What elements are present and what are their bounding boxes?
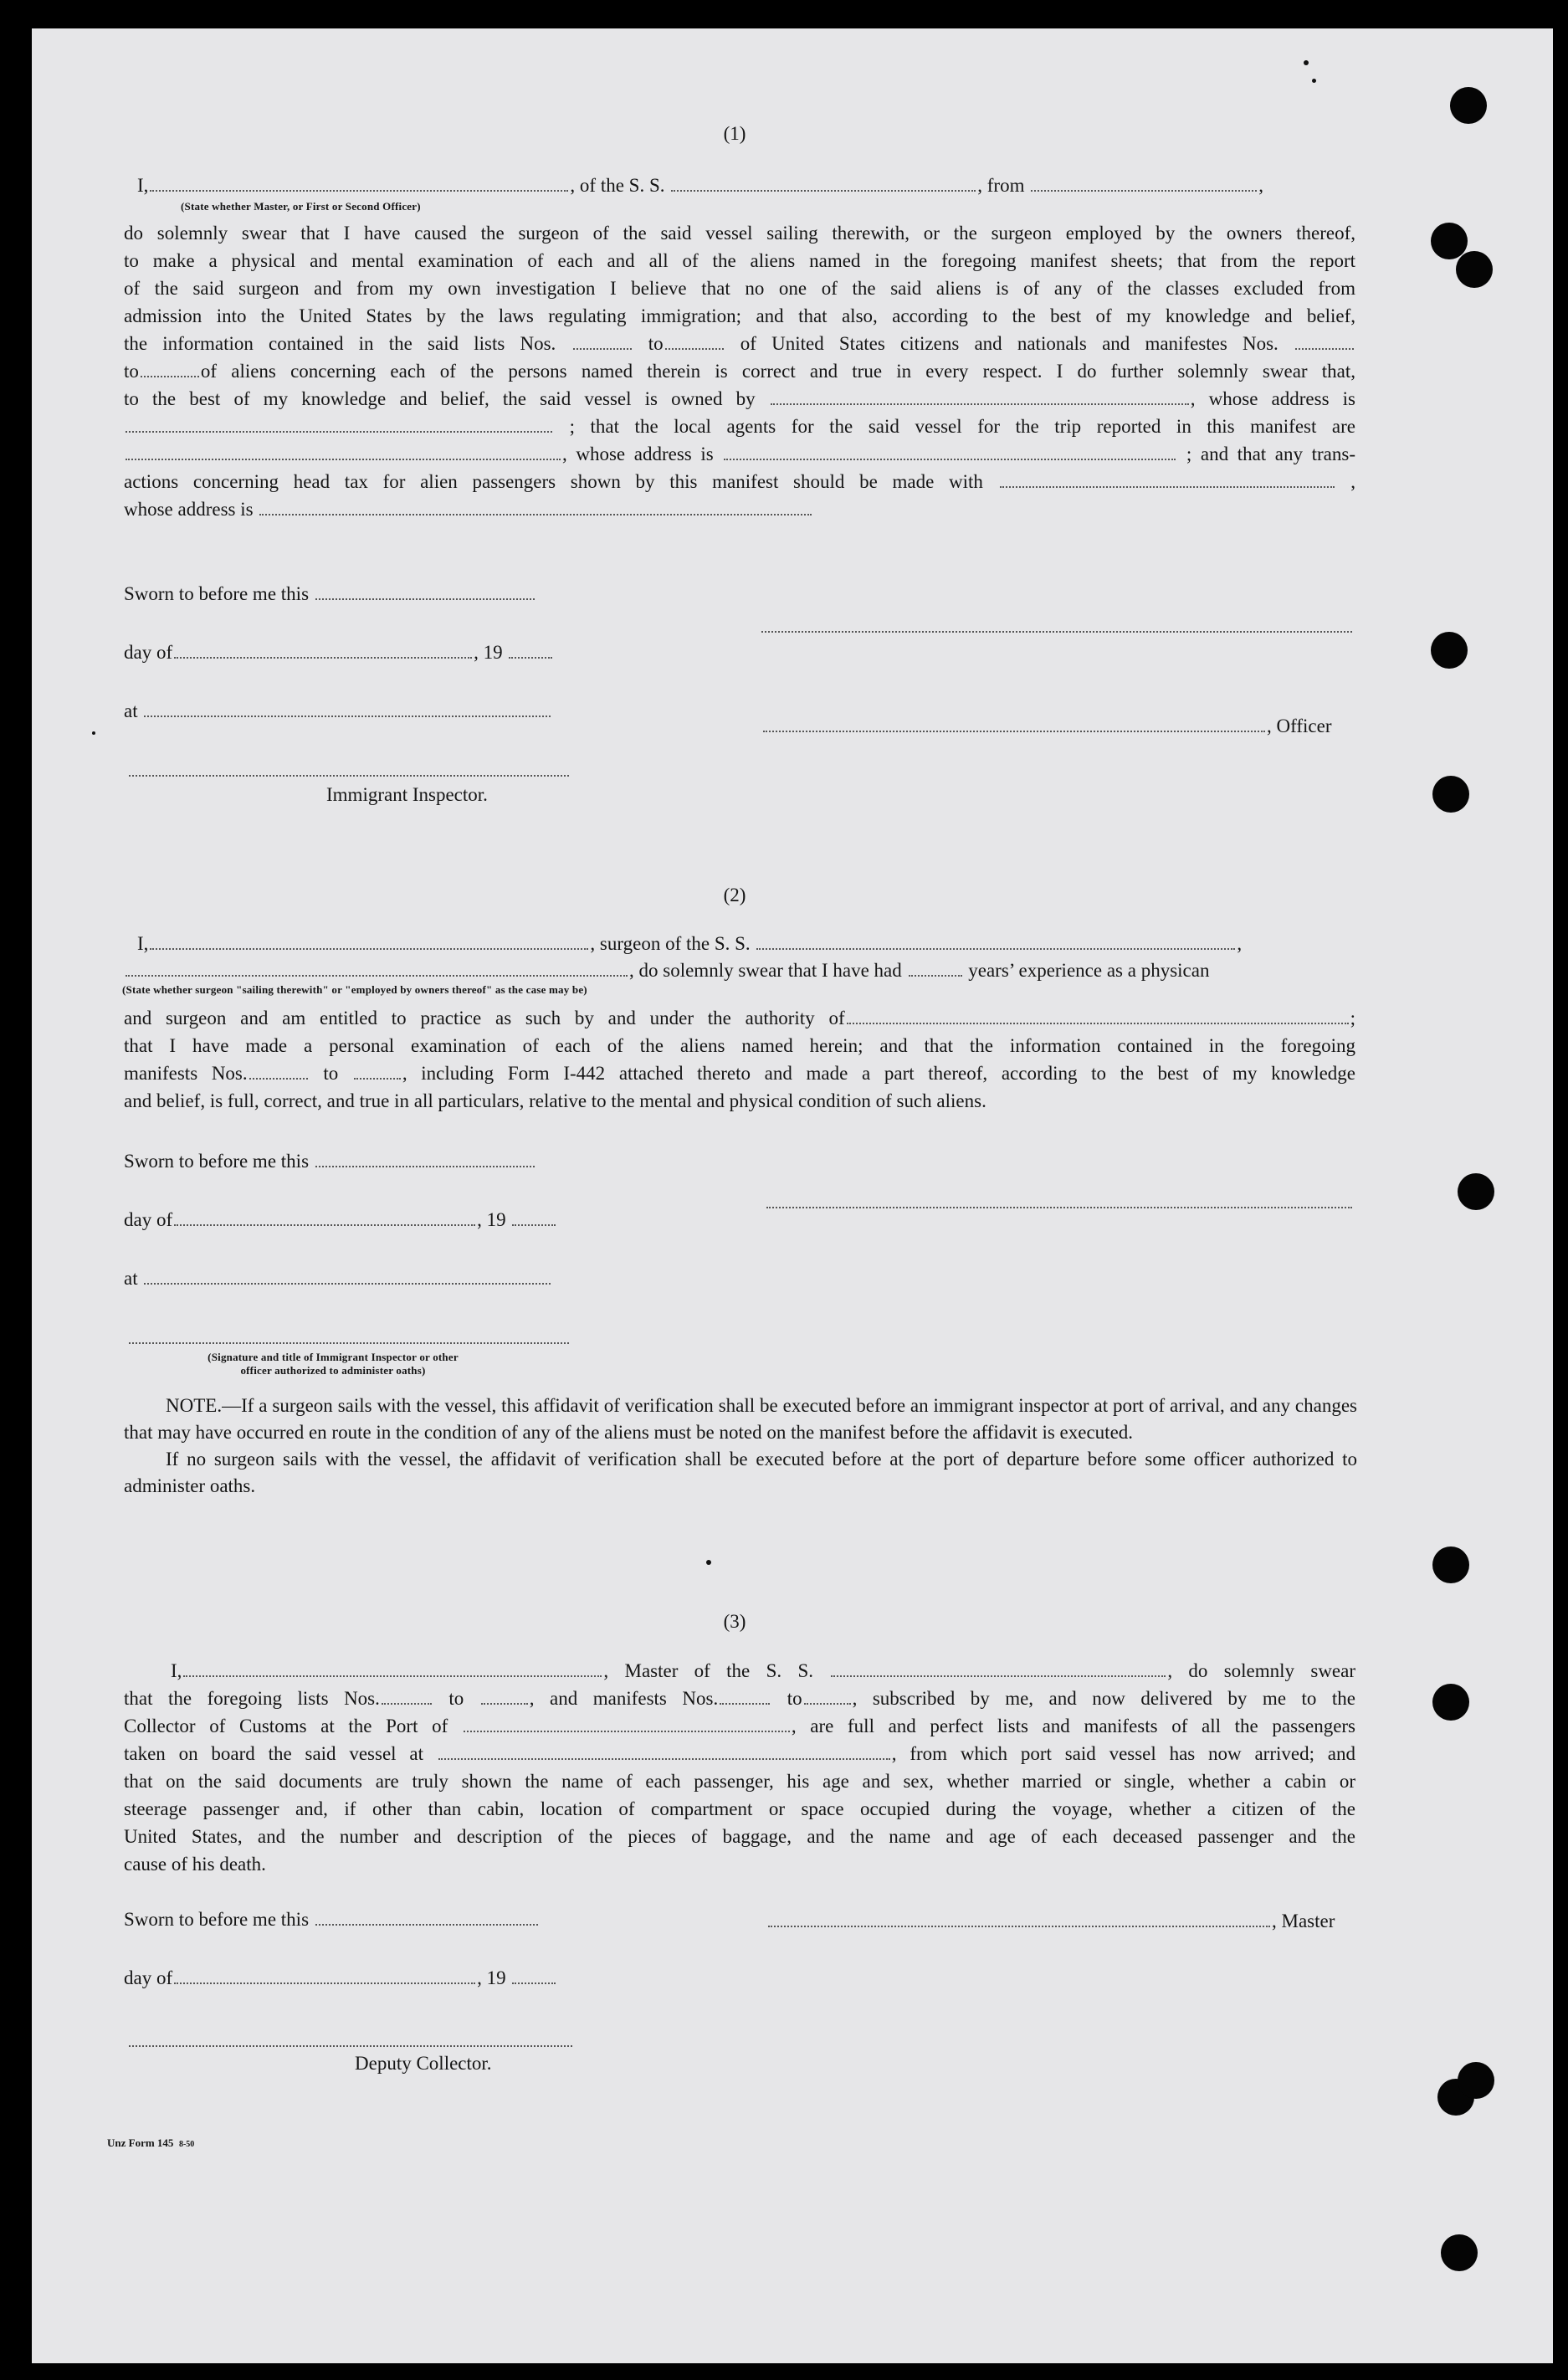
label: , Officer (1267, 716, 1332, 736)
label: I, (137, 933, 149, 954)
sworn-line (124, 584, 536, 603)
sworn-place-field[interactable] (144, 715, 551, 717)
manifests-from-field[interactable] (720, 1702, 770, 1705)
text: , Master of the S. S. (603, 1660, 813, 1681)
text-line: steerage passenger and, if other than cabin, location of compartment or space occupied during the voyage, whether a citizen of the (124, 1798, 1355, 1819)
text: of aliens concerning each of the persons named therein is correct and true in every respect. I do further solemnly swear that, (200, 361, 1355, 382)
lists-from-field[interactable] (382, 1702, 432, 1705)
officer-signature-line[interactable] (761, 631, 1352, 633)
alien-manifest-to-field[interactable] (141, 375, 199, 377)
label: I, (137, 175, 149, 196)
text-line: admission into the United States by the laws regulating immigration; and that also, according to the best of my knowledge and belief, (124, 305, 1355, 326)
note-paragraph: If no surgeon sails with the vessel, the affidavit of verification shall be executed before at the port of departure before some officer authorized to administer oaths. (124, 1449, 1357, 1496)
local-agents-field[interactable] (126, 458, 561, 460)
text: taken on board the said vessel at (124, 1743, 423, 1764)
punch-hole (1458, 1173, 1494, 1210)
head-tax-contact-field[interactable] (1000, 485, 1335, 488)
text-line (124, 1685, 1355, 1712)
punch-hole (1432, 776, 1469, 813)
section-number: (3) (723, 1611, 746, 1632)
punch-hole (1431, 223, 1468, 259)
text: manifests Nos. (124, 1063, 248, 1084)
label: , from (977, 175, 1025, 196)
sworn-line (124, 1910, 540, 1929)
departure-port-field[interactable] (1031, 189, 1257, 192)
text: whose address is (124, 499, 254, 520)
citizen-list-from-field[interactable] (573, 347, 632, 350)
label: , 19 (477, 1209, 506, 1230)
label: at (124, 700, 138, 721)
text-line (124, 413, 1355, 440)
text-line: to make a physical and mental examination of each and all of the aliens named in the foregoing manifest sheets; that from the report (124, 250, 1355, 271)
alien-manifest-from-field[interactable] (1295, 347, 1354, 350)
text: the information contained in the said lists Nos. (124, 333, 556, 354)
text: ; that the local agents for the said vessel for the trip reported in this manifest are (569, 416, 1356, 437)
label: , (1258, 175, 1263, 196)
label: , do solemnly swear that I have had (629, 960, 902, 981)
label: Sworn to before me this (124, 583, 310, 604)
surgeon-name-field[interactable] (150, 947, 588, 950)
label: day of (124, 1967, 173, 1988)
text: ; (1350, 1008, 1355, 1028)
text-line (124, 1740, 1355, 1767)
label: day of (124, 1209, 173, 1230)
caption-line: officer authorized to administer oaths) (240, 1364, 426, 1377)
inspector-caption: Immigrant Inspector. (326, 784, 488, 805)
text: actions concerning head tax for alien passengers shown by this manifest should be made with (124, 471, 983, 492)
owner-address-field[interactable] (126, 430, 552, 433)
section3-paragraph (124, 1657, 1355, 1878)
text-line (124, 1712, 1355, 1740)
punch-hole (1432, 1684, 1469, 1721)
boarding-port-field[interactable] (438, 1757, 890, 1760)
label: , Master (1272, 1911, 1335, 1931)
sworn-month-field[interactable] (174, 1982, 475, 1984)
text: , do solemnly swear (1167, 1660, 1356, 1681)
sworn-day-field[interactable] (315, 598, 535, 600)
collector-caption: Deputy Collector. (355, 2053, 492, 2074)
speck (1304, 60, 1309, 65)
master-line (766, 1911, 1335, 1931)
text: and surgeon and am entitled to practice as such by and under the authority of (124, 1008, 845, 1028)
label: , surgeon of the S. S. (590, 933, 751, 954)
surgeon-signature-line[interactable] (766, 1207, 1352, 1208)
label: Sworn to before me this (124, 1909, 310, 1930)
lists-to-field[interactable] (481, 1702, 528, 1705)
at-line (124, 1269, 552, 1288)
sworn-year-field[interactable] (509, 656, 552, 659)
caption-line: (Signature and title of Immigrant Inspector or other (208, 1351, 459, 1363)
text-line (124, 440, 1355, 468)
inspector-signature-line[interactable] (129, 1342, 569, 1344)
sworn-year-field[interactable] (512, 1223, 556, 1226)
text: Collector of Customs at the Port of (124, 1716, 448, 1736)
citizen-list-to-field[interactable] (665, 347, 724, 350)
text: ; and that any trans- (1186, 444, 1355, 464)
text: , and manifests Nos. (529, 1688, 719, 1709)
form-id (107, 2137, 194, 2149)
officer-title-field[interactable] (763, 730, 1265, 732)
text-line: United States, and the number and description of the pieces of baggage, and the name and age of each deceased passenger and the (124, 1826, 1355, 1847)
text: , whose address is (1190, 388, 1355, 409)
agents-address-field[interactable] (724, 458, 1176, 460)
form-page (32, 28, 1553, 2363)
surgeon-status-field[interactable] (126, 974, 628, 977)
text: , are full and perfect lists and manifests of all the passengers (791, 1716, 1356, 1736)
years-experience-field[interactable] (909, 974, 962, 977)
punch-hole (1441, 2234, 1478, 2271)
speck (1312, 79, 1316, 83)
signature-caption (124, 1351, 542, 1377)
sworn-month-field[interactable] (174, 1223, 475, 1226)
label: day of (124, 642, 173, 663)
punch-hole (1456, 251, 1493, 288)
day-line (124, 1210, 557, 1229)
form-line (137, 176, 1263, 195)
section-number: (2) (723, 885, 746, 905)
text-line: that on the said documents are truly shown the name of each passenger, his age and sex, whether married or single, whether a cabin or (124, 1771, 1355, 1792)
text-line: of the said surgeon and from my own investigation I believe that no one of the said aliens is of any of the classes excluded from (124, 278, 1355, 299)
label: , 19 (477, 1967, 506, 1988)
punch-hole (1431, 632, 1468, 669)
speck (706, 1560, 711, 1565)
vessel-owner-field[interactable] (771, 403, 1189, 405)
text: to (124, 361, 139, 382)
sworn-place-field[interactable] (144, 1282, 551, 1285)
officer-caption: (State whether Master, or First or Second Officer) (181, 200, 421, 213)
label: at (124, 1268, 138, 1289)
label: Sworn to before me this (124, 1151, 310, 1172)
text-line: actions concerning head tax for alien passengers shown by this manifest should be made with , (124, 471, 1356, 492)
text-line: cause of his death. (124, 1854, 266, 1875)
section2-paragraph (124, 1004, 1355, 1115)
text-line (124, 357, 1355, 385)
text-line (124, 495, 1355, 523)
manifest-from-field[interactable] (249, 1077, 308, 1080)
note-block (124, 1393, 1357, 1500)
label: , (1237, 933, 1243, 954)
form-line (124, 961, 1209, 980)
text: to (448, 1688, 464, 1709)
text-line (124, 385, 1355, 413)
sworn-month-field[interactable] (174, 656, 472, 659)
manifest-to-field[interactable] (354, 1077, 401, 1080)
speck (92, 731, 95, 735)
text-line (124, 330, 1355, 357)
text-line: that I have made a personal examination of each of the aliens named herein; and that the information contained in the foregoing (124, 1035, 1355, 1056)
day-line (124, 643, 554, 662)
licensing-authority-field[interactable] (847, 1022, 1349, 1024)
text: to the best of my knowledge and belief, the said vessel is owned by (124, 388, 756, 409)
label: years’ experience as a physican (968, 960, 1210, 981)
text-line: do solemnly swear that I have caused the surgeon of the said vessel sailing therewith, or the surgeon employed by the owners thereof, (124, 223, 1355, 244)
text: that the foregoing lists Nos. (124, 1688, 380, 1709)
collector-signature-line[interactable] (129, 2045, 572, 2047)
day-line (124, 1968, 557, 1988)
label: , of the S. S. (570, 175, 665, 196)
punch-hole (1450, 87, 1487, 124)
text: , including Form I-442 attached thereto and made a part thereof, according to the best of my knowledge (402, 1063, 1356, 1084)
form-code: 8-50 (178, 2140, 195, 2149)
text-line (124, 1657, 1355, 1685)
section1-paragraph (124, 219, 1355, 523)
section-number: (1) (723, 123, 746, 144)
form-number: Unz Form 145 (107, 2136, 174, 2149)
text-line (124, 1059, 1355, 1087)
inspector-signature-line[interactable] (129, 775, 569, 777)
officer-name-field[interactable] (150, 189, 568, 192)
text: , from which port said vessel has now arrived; and (891, 1743, 1355, 1764)
customs-port-field[interactable] (464, 1730, 790, 1732)
text: , subscribed by me, and now delivered by me to the (852, 1688, 1356, 1709)
text: , whose address is (562, 444, 714, 464)
punch-hole (1458, 2062, 1494, 2099)
text: I, (171, 1660, 182, 1681)
sworn-line (124, 1152, 536, 1171)
master-name-field[interactable] (183, 1675, 602, 1677)
vessel-name-field[interactable] (831, 1675, 1166, 1677)
at-line (124, 701, 552, 721)
officer-line (761, 716, 1331, 736)
text: to (787, 1688, 802, 1709)
sworn-day-field[interactable] (315, 1165, 535, 1167)
surgeon-caption: (State whether surgeon "sailing therewith" or "employed by owners thereof" as the case may be) (122, 983, 587, 996)
punch-hole (1432, 1546, 1469, 1583)
sworn-day-field[interactable] (315, 1923, 538, 1926)
vessel-name-field[interactable] (756, 947, 1235, 950)
text: of United States citizens and nationals and manifestes Nos. (740, 333, 1278, 354)
form-line (137, 934, 1242, 953)
vessel-name-field[interactable] (671, 189, 976, 192)
head-tax-address-field[interactable] (259, 513, 812, 515)
master-signature-field[interactable] (768, 1925, 1270, 1927)
manifests-to-field[interactable] (804, 1702, 851, 1705)
text-line (124, 1004, 1355, 1032)
note-paragraph: NOTE.—If a surgeon sails with the vessel, this affidavit of verification shall be executed before an immigrant inspector at port of arrival, and any changes that may have occurred en route in the condition of any of the aliens must be noted on the manifest before the affidavit is executed. (124, 1395, 1357, 1443)
text: to (648, 333, 664, 354)
text: to (323, 1063, 339, 1084)
sworn-year-field[interactable] (512, 1982, 556, 1984)
label: , 19 (474, 642, 503, 663)
text-line: and belief, is full, correct, and true in all particulars, relative to the mental and physical condition of such aliens. (124, 1090, 986, 1111)
